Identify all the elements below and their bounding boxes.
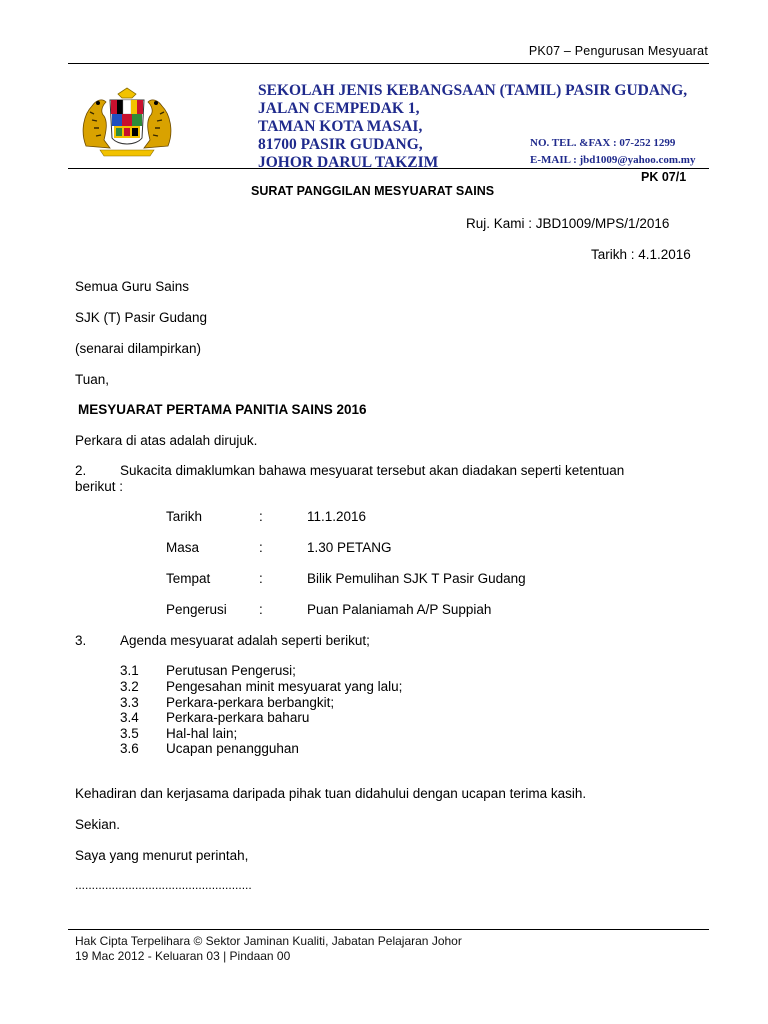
signature-line: ..................................................... xyxy=(75,878,252,892)
paragraph-3-number: 3. xyxy=(75,633,87,648)
reference-number: Ruj. Kami : JBD1009/MPS/1/2016 xyxy=(466,216,670,231)
letter-title: SURAT PANGGILAN MESYUARAT SAINS xyxy=(251,184,495,198)
sign-off: Saya yang menurut perintah, xyxy=(75,848,249,863)
agenda-item: Perutusan Pengerusi; xyxy=(166,663,296,678)
recipient-line: Semua Guru Sains xyxy=(75,279,190,294)
school-address-line: TAMAN KOTA MASAI, xyxy=(258,118,423,135)
detail-colon: : xyxy=(259,571,263,586)
detail-label: Masa xyxy=(166,540,200,555)
agenda-number: 3.2 xyxy=(120,679,139,694)
agenda-item: Ucapan penangguhan xyxy=(166,741,299,756)
content-divider xyxy=(68,168,709,169)
agenda-item: Perkara-perkara berbangkit; xyxy=(166,695,335,710)
footer-copyright: Hak Cipta Terpelihara © Sektor Jaminan Kualiti, Jabatan Pelajaran Johor xyxy=(75,934,462,948)
header-divider xyxy=(68,63,709,64)
detail-colon: : xyxy=(259,602,263,617)
detail-value: 11.1.2016 xyxy=(307,509,367,524)
sekian: Sekian. xyxy=(75,817,121,832)
form-number: PK 07/1 xyxy=(641,170,687,184)
school-email: E-MAIL : jbd1009@yahoo.com.my xyxy=(530,154,696,166)
recipient-line: SJK (T) Pasir Gudang xyxy=(75,310,208,325)
footer-divider xyxy=(68,929,709,930)
agenda-number: 3.1 xyxy=(120,663,139,678)
agenda-number: 3.5 xyxy=(120,726,139,741)
letter-date: Tarikh : 4.1.2016 xyxy=(591,247,691,262)
malaysia-crest-icon xyxy=(78,86,176,162)
salutation: Tuan, xyxy=(75,372,110,387)
agenda-item: Perkara-perkara baharu xyxy=(166,710,310,725)
agenda-item: Hal-hal lain; xyxy=(166,726,238,741)
school-phone: NO. TEL. &FAX : 07-252 1299 xyxy=(530,137,676,149)
detail-value: 1.30 PETANG xyxy=(307,540,392,555)
letter-subject: MESYUARAT PERTAMA PANITIA SAINS 2016 xyxy=(78,402,367,417)
paragraph-2-text: Sukacita dimaklumkan bahawa mesyuarat tersebut akan diadakan seperti ketentuan xyxy=(120,463,625,478)
agenda-number: 3.3 xyxy=(120,695,139,710)
school-address-line: JOHOR DARUL TAKZIM xyxy=(258,154,439,171)
school-address-line: JALAN CEMPEDAK 1, xyxy=(258,100,420,117)
agenda-number: 3.6 xyxy=(120,741,139,756)
paragraph-2-continuation: berikut : xyxy=(75,479,124,494)
agenda-number: 3.4 xyxy=(120,710,139,725)
school-name-line: SEKOLAH JENIS KEBANGSAAN (TAMIL) PASIR GUDANG, xyxy=(258,82,688,99)
school-address-line: 81700 PASIR GUDANG, xyxy=(258,136,423,153)
recipient-line: (senarai dilampirkan) xyxy=(75,341,202,356)
detail-label: Tempat xyxy=(166,571,211,586)
detail-value: Puan Palaniamah A/P Suppiah xyxy=(307,602,492,617)
form-code: PK07 – Pengurusan Mesyuarat xyxy=(528,44,708,58)
paragraph-2-number: 2. xyxy=(75,463,87,478)
paragraph-1: Perkara di atas adalah dirujuk. xyxy=(75,433,258,448)
footer-revision: 19 Mac 2012 - Keluaran 03 | Pindaan 00 xyxy=(75,949,291,963)
school-contact-block xyxy=(530,135,696,166)
detail-colon: : xyxy=(259,509,263,524)
agenda-item: Pengesahan minit mesyuarat yang lalu; xyxy=(166,679,403,694)
detail-value: Bilik Pemulihan SJK T Pasir Gudang xyxy=(307,571,526,586)
paragraph-3-text: Agenda mesyuarat adalah seperti berikut; xyxy=(120,633,370,648)
closing-paragraph: Kehadiran dan kerjasama daripada pihak tuan didahului dengan ucapan terima kasih. xyxy=(75,786,587,801)
detail-label: Pengerusi xyxy=(166,602,227,617)
detail-label: Tarikh xyxy=(166,509,203,524)
detail-colon: : xyxy=(259,540,263,555)
